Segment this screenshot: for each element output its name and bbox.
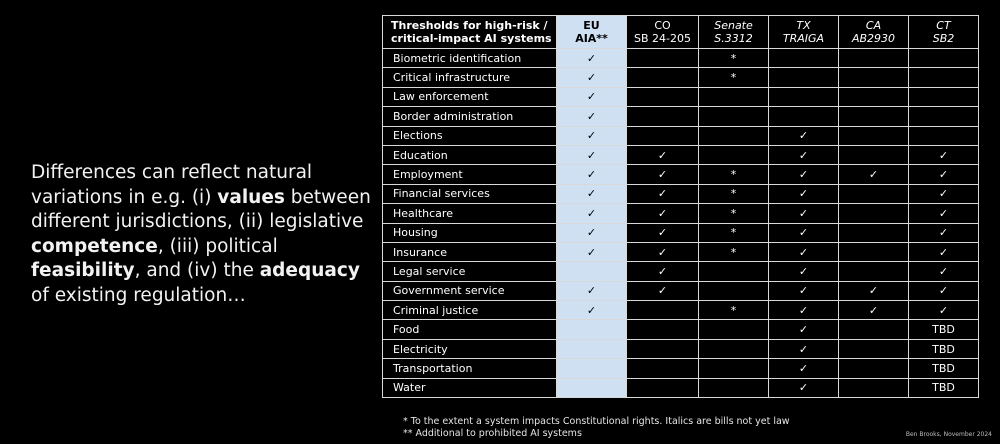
row-label: Legal service (383, 262, 557, 281)
table-cell (627, 49, 699, 68)
table-cell (627, 126, 699, 145)
commentary-emphasis-feasibility: feasibility (31, 260, 135, 281)
table-row (383, 165, 979, 184)
row-label: Elections (383, 126, 557, 145)
table-cell: ✓ (557, 184, 627, 203)
table-cell: ✓ (557, 223, 627, 242)
table-row (383, 301, 979, 320)
table-cell: ✓ (627, 145, 699, 164)
table-cell (909, 87, 979, 106)
table-cell: ✓ (557, 107, 627, 126)
table-row (383, 339, 979, 358)
table-cell: ✓ (769, 165, 839, 184)
table-cell: ✓ (627, 184, 699, 203)
row-label: Government service (383, 281, 557, 300)
table-cell (699, 145, 769, 164)
table-row (383, 204, 979, 223)
table-cell (909, 68, 979, 87)
row-label: Water (383, 378, 557, 397)
table-cell: ✓ (769, 126, 839, 145)
table-cell (839, 68, 909, 87)
table-cell (839, 49, 909, 68)
table-cell (557, 262, 627, 281)
column-header-eu (557, 16, 627, 49)
table-cell: ✓ (769, 378, 839, 397)
row-label: Law enforcement (383, 87, 557, 106)
footnote-constitutional: * To the extent a system impacts Constitutional rights. Italics are bills not yet law (403, 416, 790, 427)
table-cell: ✓ (909, 301, 979, 320)
table-row (383, 107, 979, 126)
table-row (383, 49, 979, 68)
table-cell: ✓ (909, 242, 979, 261)
table-cell (699, 262, 769, 281)
table-row (383, 359, 979, 378)
table-row (383, 68, 979, 87)
table-cell: ✓ (839, 301, 909, 320)
table-cell: TBD (909, 320, 979, 339)
table-cell (699, 320, 769, 339)
table-cell: * (699, 223, 769, 242)
commentary-emphasis-adequacy: adequacy (259, 260, 360, 281)
table-cell (909, 126, 979, 145)
table-cell: ✓ (557, 242, 627, 261)
table-header-row (383, 16, 979, 49)
table-cell: ✓ (769, 301, 839, 320)
table-cell: ✓ (909, 165, 979, 184)
table-cell: ✓ (909, 184, 979, 203)
table-cell: ✓ (909, 204, 979, 223)
table-cell: ✓ (557, 281, 627, 300)
table-cell (839, 126, 909, 145)
table-cell (769, 49, 839, 68)
table-cell: TBD (909, 359, 979, 378)
column-header-line-2: TRAIGA (782, 32, 825, 45)
table-cell: ✓ (909, 262, 979, 281)
table-cell: * (699, 68, 769, 87)
table-cell: TBD (909, 339, 979, 358)
table-cell: ✓ (627, 281, 699, 300)
table-cell: ✓ (557, 87, 627, 106)
table-cell (839, 184, 909, 203)
table-row (383, 242, 979, 261)
table-cell (769, 107, 839, 126)
row-label: Biometric identification (383, 49, 557, 68)
table-cell: ✓ (557, 204, 627, 223)
table-cell: ✓ (627, 165, 699, 184)
table-row (383, 87, 979, 106)
table-cell (699, 87, 769, 106)
table-cell (909, 49, 979, 68)
table-cell: ✓ (769, 184, 839, 203)
table-cell: * (699, 165, 769, 184)
table-row (383, 378, 979, 397)
table-cell (839, 145, 909, 164)
table-cell (627, 339, 699, 358)
table-cell: ✓ (627, 262, 699, 281)
table-cell (839, 262, 909, 281)
row-label: Healthcare (383, 204, 557, 223)
column-header-line-2: S.3312 (714, 32, 753, 45)
table-cell: ✓ (769, 242, 839, 261)
commentary-part: Differences can reflect natural variations in e.g. (i) (31, 162, 313, 208)
table-cell (627, 301, 699, 320)
table-cell (839, 339, 909, 358)
footnotes (403, 416, 790, 440)
table-cell: ✓ (557, 301, 627, 320)
table-cell: ✓ (769, 320, 839, 339)
table-row (383, 184, 979, 203)
table-row (383, 145, 979, 164)
table-row (383, 126, 979, 145)
row-label: Insurance (383, 242, 557, 261)
commentary-part: of existing regulation… (31, 284, 246, 306)
column-header-line-1: TX (796, 19, 811, 32)
table-cell (557, 359, 627, 378)
table-cell (699, 126, 769, 145)
table-cell: ✓ (557, 165, 627, 184)
table-cell (839, 107, 909, 126)
footnote-prohibited: ** Additional to prohibited AI systems (403, 428, 582, 439)
row-label: Criminal justice (383, 301, 557, 320)
commentary-part: , and (iv) the (134, 260, 260, 281)
table-cell (627, 378, 699, 397)
table-row (383, 223, 979, 242)
table-body (383, 49, 979, 398)
table-cell: ✓ (557, 49, 627, 68)
column-header-ca (839, 16, 909, 49)
table-cell: ✓ (557, 145, 627, 164)
table-cell (557, 320, 627, 339)
table-cell: ✓ (909, 145, 979, 164)
column-header-line-2: AIA** (575, 32, 608, 45)
table-cell: ✓ (627, 204, 699, 223)
corner-line-1: Thresholds for high-risk / (391, 19, 548, 32)
column-header-tx (769, 16, 839, 49)
table-cell: ✓ (839, 165, 909, 184)
table-cell: * (699, 301, 769, 320)
column-header-co (627, 16, 699, 49)
table-cell: ✓ (839, 281, 909, 300)
table-cell: ✓ (557, 68, 627, 87)
table-cell: ✓ (769, 281, 839, 300)
row-label: Transportation (383, 359, 557, 378)
row-label: Critical infrastructure (383, 68, 557, 87)
row-label: Employment (383, 165, 557, 184)
table-cell (769, 68, 839, 87)
table-corner-header (383, 16, 557, 49)
table-cell (839, 223, 909, 242)
table-cell (627, 68, 699, 87)
table-row (383, 320, 979, 339)
table-cell: ✓ (627, 242, 699, 261)
table-cell (769, 87, 839, 106)
table-cell: ✓ (769, 262, 839, 281)
column-header-line-1: CA (865, 19, 882, 32)
commentary-emphasis-competence: competence (31, 235, 158, 257)
table-cell: ✓ (769, 145, 839, 164)
thresholds-comparison-table (382, 15, 979, 398)
table-cell (627, 107, 699, 126)
table-cell (839, 87, 909, 106)
column-header-line-2: SB2 (932, 32, 955, 45)
table-cell (699, 378, 769, 397)
table-cell (699, 359, 769, 378)
corner-line-2: critical-impact AI systems (391, 32, 552, 45)
table-cell (557, 339, 627, 358)
commentary-part: between different jurisdictions, (ii) legislative (31, 186, 371, 232)
table-cell (839, 359, 909, 378)
table-cell: ✓ (769, 359, 839, 378)
row-label: Food (383, 320, 557, 339)
table-cell (627, 87, 699, 106)
table-cell (839, 378, 909, 397)
table-cell (699, 281, 769, 300)
row-label: Financial services (383, 184, 557, 203)
table-cell (909, 107, 979, 126)
column-header-line-2: AB2930 (851, 32, 896, 45)
table-row (383, 281, 979, 300)
table-cell (627, 359, 699, 378)
column-header-line-1: CT (936, 19, 951, 32)
table-cell (557, 378, 627, 397)
table-cell: * (699, 49, 769, 68)
column-header-line-1: CO (654, 19, 671, 32)
table-cell: * (699, 204, 769, 223)
author-credit: Ben Brooks, November 2024 (905, 431, 992, 438)
table-cell: ✓ (557, 126, 627, 145)
column-header-line-1: Senate (714, 19, 753, 32)
table-cell: ✓ (909, 281, 979, 300)
table-cell (699, 107, 769, 126)
table-cell (839, 242, 909, 261)
row-label: Electricity (383, 339, 557, 358)
row-label: Border administration (383, 107, 557, 126)
column-header-senate (699, 16, 769, 49)
row-label: Housing (383, 223, 557, 242)
row-label: Education (383, 145, 557, 164)
table-cell (839, 204, 909, 223)
commentary-text (31, 161, 371, 308)
table-cell (699, 339, 769, 358)
table-cell (839, 320, 909, 339)
table-row (383, 262, 979, 281)
column-header-line-1: EU (583, 19, 600, 32)
table-cell: ✓ (769, 204, 839, 223)
table-cell: * (699, 242, 769, 261)
table-cell: TBD (909, 378, 979, 397)
column-header-line-2: SB 24-205 (634, 32, 691, 45)
table-cell: ✓ (769, 339, 839, 358)
table-cell: ✓ (909, 223, 979, 242)
commentary-part: , (iii) political (157, 235, 278, 257)
table-cell (627, 320, 699, 339)
column-header-ct (909, 16, 979, 49)
table-cell: ✓ (627, 223, 699, 242)
commentary-emphasis-values: values (217, 186, 285, 208)
table-cell: ✓ (769, 223, 839, 242)
table-cell: * (699, 184, 769, 203)
